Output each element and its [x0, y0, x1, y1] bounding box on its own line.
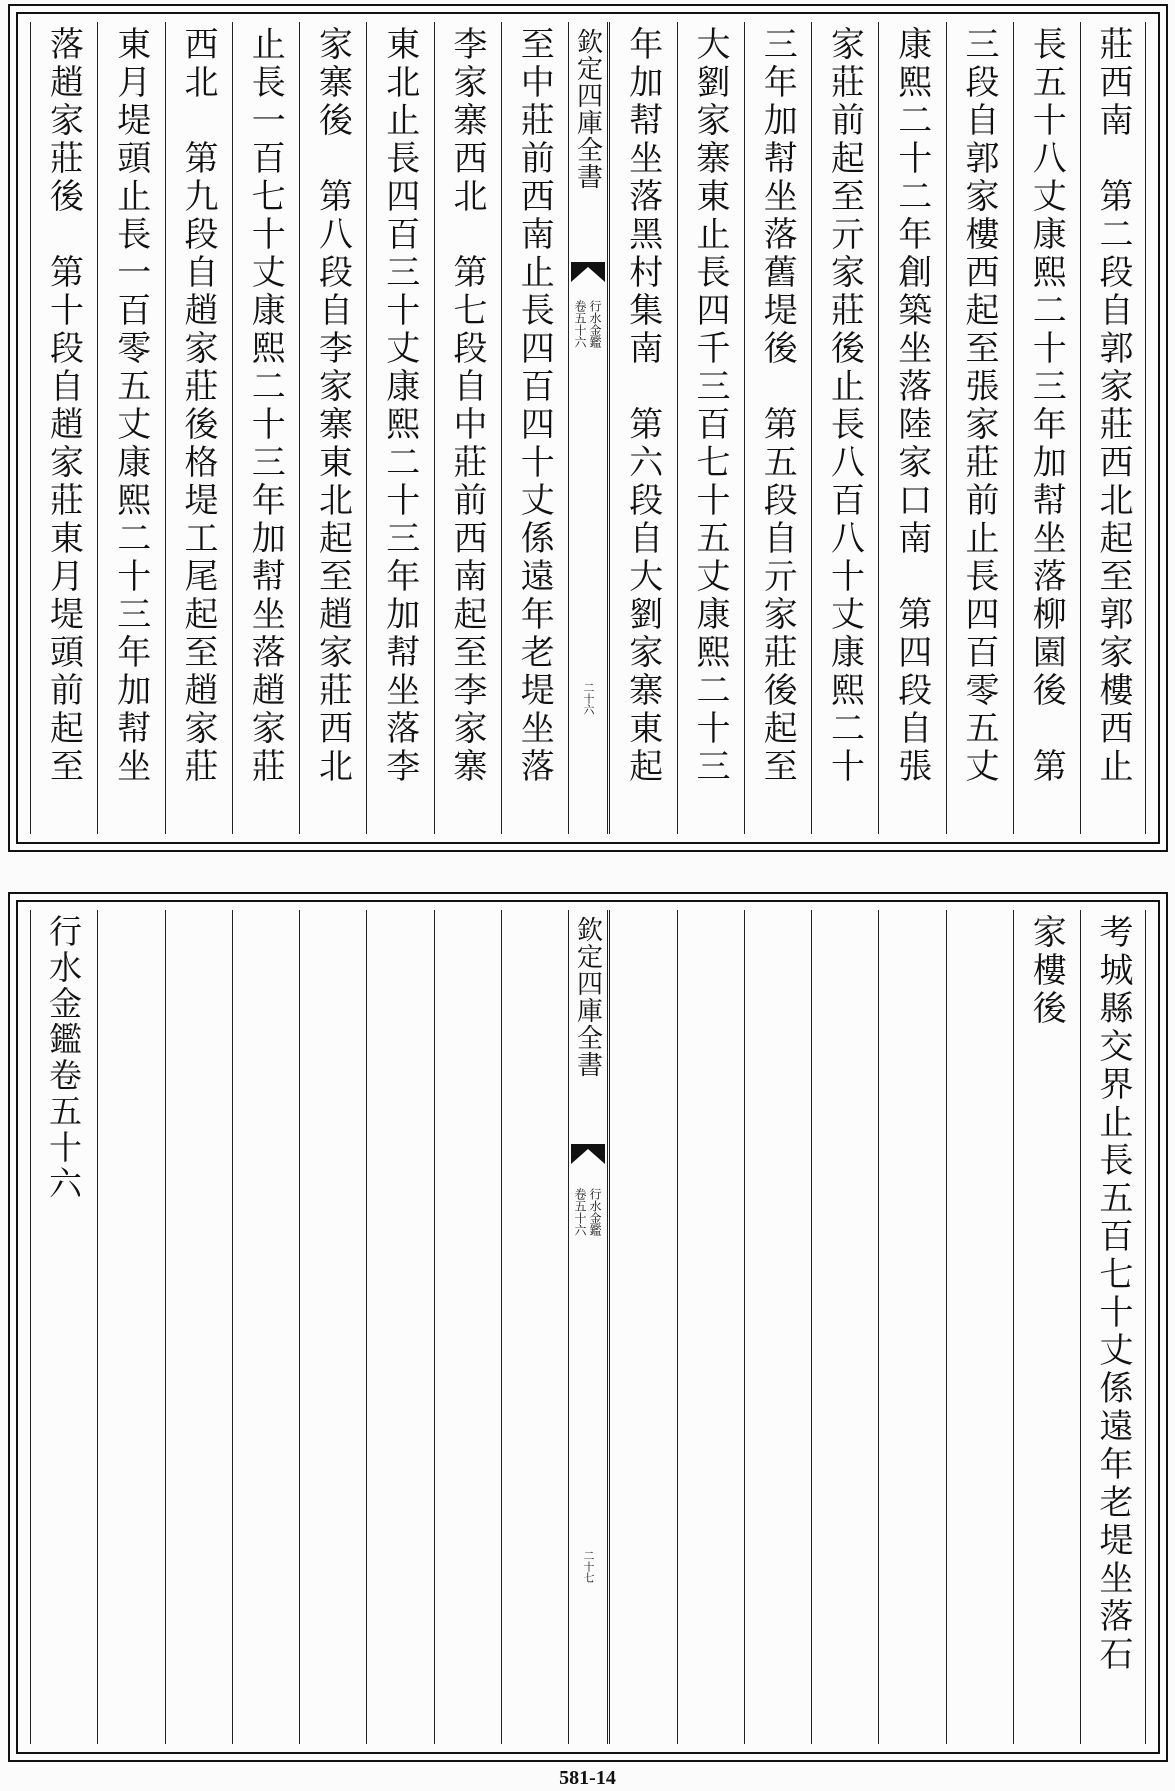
strip-book-title: 行水金鑑 — [588, 300, 602, 348]
text-column — [609, 22, 675, 834]
center-strip — [568, 910, 608, 1744]
column-text: 落趙家莊後 第十段自趙家莊東月堤頭前起至 — [43, 26, 84, 786]
folio-page-bottom — [8, 892, 1168, 1762]
text-column — [97, 22, 163, 834]
column-text: 三段自郭家樓西起至張家莊前止長四百零五丈 — [959, 26, 999, 786]
text-column — [501, 910, 567, 1744]
text-column — [946, 22, 1012, 834]
column-text: 至中莊前西南止長四百四十丈係遠年老堤坐落 — [514, 26, 555, 786]
text-column — [30, 22, 96, 834]
text-column — [946, 910, 1012, 1744]
column-text: 莊西南 第二段自郭家莊西北起至郭家樓西止 — [1093, 26, 1133, 786]
text-column — [878, 22, 944, 834]
column-grid — [30, 910, 1146, 1744]
column-text: 李家寨西北 第七段自中莊前西南起至李家寨 — [447, 26, 487, 786]
strip-title: 欽定四庫全書 — [572, 28, 603, 190]
text-column — [811, 22, 877, 834]
column-text: 大劉家寨東止長四千三百七十五丈康熙二十三 — [690, 26, 730, 786]
text-column — [677, 22, 743, 834]
scan-page-number: 581-14 — [559, 1767, 616, 1789]
column-text: 家樓後 — [1026, 914, 1067, 1028]
column-text: 考城縣交界止長五百七十丈係遠年老堤坐落石 — [1093, 914, 1133, 1674]
strip-juan-number: 卷五十六 — [573, 300, 587, 348]
column-text: 家寨後 第八段自李家寨東北起至趙家莊西北 — [312, 26, 353, 786]
strip-title: 欽定四庫全書 — [572, 916, 603, 1078]
text-column — [232, 22, 298, 834]
text-column — [1080, 910, 1146, 1744]
column-text: 家莊前起至亓家莊後止長八百八十丈康熙二十 — [824, 26, 865, 786]
column-text: 長五十八丈康熙二十三年加幇坐落柳園後 第 — [1026, 26, 1067, 786]
text-column — [434, 910, 500, 1744]
text-column — [97, 910, 163, 1744]
juan-end-title: 行水金鑑卷五十六 — [44, 914, 83, 1202]
text-column — [811, 910, 877, 1744]
strip-juan-number: 卷五十六 — [573, 1188, 587, 1236]
text-column — [1013, 910, 1079, 1744]
strip-folio-number: 二十六 — [582, 682, 595, 715]
text-column — [30, 910, 96, 1744]
column-grid — [30, 22, 1146, 834]
column-text: 三年加幇坐落舊堤後 第五段自亓家莊後起至 — [757, 26, 798, 786]
text-column — [165, 22, 231, 834]
strip-book-title: 行水金鑑 — [588, 1188, 602, 1236]
column-text: 東月堤頭止長一百零五丈康熙二十三年加幇坐 — [110, 26, 151, 786]
text-column — [366, 22, 432, 834]
column-text: 止長一百七十丈康熙二十三年加幇坐落趙家莊 — [245, 26, 286, 786]
column-text: 康熙二十二年創築坐落陸家口南 第四段自張 — [891, 26, 932, 786]
column-text: 西北 第九段自趙家莊後格堤工尾起至趙家莊 — [178, 26, 218, 786]
text-column — [744, 22, 810, 834]
center-strip — [568, 22, 608, 834]
text-column — [299, 22, 365, 834]
column-text: 年加幇坐落黑村集南 第六段自大劉家寨東起 — [622, 26, 663, 786]
text-column — [609, 910, 675, 1744]
text-column — [232, 910, 298, 1744]
text-column — [366, 910, 432, 1744]
text-column — [501, 22, 567, 834]
strip-folio-number: 二十七 — [582, 1550, 595, 1583]
text-column — [165, 910, 231, 1744]
text-column — [299, 910, 365, 1744]
fishtail-mark-icon — [571, 1144, 605, 1164]
text-column — [434, 22, 500, 834]
fishtail-mark-icon — [571, 262, 605, 282]
text-column — [878, 910, 944, 1744]
folio-page-top — [8, 4, 1168, 852]
text-column — [1013, 22, 1079, 834]
column-text: 東北止長四百三十丈康熙二十三年加幇坐落李 — [379, 26, 420, 786]
text-column — [1080, 22, 1146, 834]
text-column — [744, 910, 810, 1744]
text-column — [677, 910, 743, 1744]
